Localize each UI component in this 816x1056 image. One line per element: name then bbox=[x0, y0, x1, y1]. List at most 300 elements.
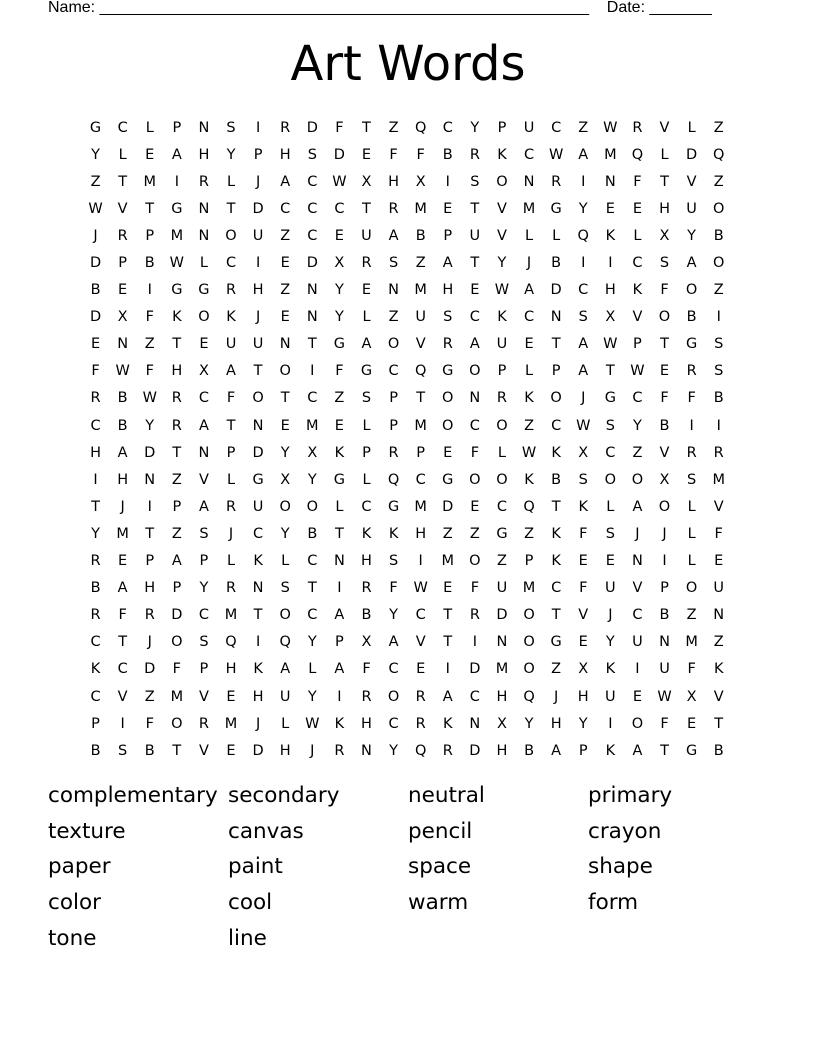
grid-row bbox=[82, 656, 733, 683]
grid-letter: U bbox=[605, 688, 616, 705]
grid-letter: R bbox=[334, 742, 345, 759]
grid-letter: P bbox=[172, 580, 182, 597]
grid-letter: T bbox=[172, 444, 182, 461]
grid-letter: A bbox=[361, 336, 372, 353]
grid-letter: S bbox=[307, 146, 317, 163]
grid-letter: L bbox=[362, 471, 371, 488]
grid-letter: S bbox=[388, 553, 399, 570]
grid-letter: J bbox=[255, 173, 261, 190]
grid-letter: M bbox=[522, 580, 536, 597]
grid-letter: M bbox=[306, 417, 319, 434]
grid-letter: M bbox=[224, 715, 238, 732]
grid-letter: T bbox=[660, 336, 669, 353]
grid-letter: F bbox=[118, 607, 127, 624]
grid-letter: U bbox=[496, 336, 508, 353]
grid-letter: V bbox=[117, 200, 128, 217]
grid-letter: D bbox=[306, 119, 318, 136]
grid-letter: I bbox=[635, 661, 640, 678]
grid-letter: T bbox=[307, 580, 317, 597]
grid-letter: D bbox=[469, 742, 481, 759]
grid-letter: B bbox=[90, 742, 101, 759]
grid-letter: U bbox=[632, 634, 643, 651]
grid-letter: I bbox=[337, 688, 342, 705]
grid-letter: F bbox=[389, 146, 398, 163]
grid-letter: C bbox=[280, 200, 291, 217]
grid-letter: E bbox=[659, 363, 670, 380]
grid-letter: X bbox=[686, 688, 697, 705]
grid-letter: H bbox=[577, 688, 589, 705]
grid-letter: S bbox=[605, 525, 615, 542]
grid-letter: Q bbox=[712, 146, 725, 163]
grid-letter: K bbox=[497, 146, 507, 163]
grid-letter: X bbox=[117, 309, 128, 326]
grid-row bbox=[82, 304, 733, 331]
grid-letter: N bbox=[659, 634, 670, 651]
grid-letter: I bbox=[337, 580, 342, 597]
grid-letter: O bbox=[685, 580, 698, 597]
grid-row bbox=[82, 520, 733, 547]
grid-letter: L bbox=[362, 309, 371, 326]
grid-row bbox=[82, 683, 733, 710]
grid-letter: Y bbox=[280, 444, 290, 461]
grid-letter: G bbox=[171, 200, 183, 217]
grid-letter: C bbox=[415, 607, 426, 624]
grid-row bbox=[82, 114, 733, 141]
grid-letter: K bbox=[226, 309, 236, 326]
grid-letter: P bbox=[443, 227, 453, 244]
grid-letter: B bbox=[713, 390, 724, 407]
grid-letter: L bbox=[362, 417, 371, 434]
grid-letter: T bbox=[172, 336, 182, 353]
grid-letter: Y bbox=[605, 634, 615, 651]
grid-letter: I bbox=[716, 417, 721, 434]
grid-letter: R bbox=[415, 715, 426, 732]
grid-letter: N bbox=[198, 200, 210, 217]
grid-letter: W bbox=[142, 390, 157, 407]
grid-letter: N bbox=[388, 282, 399, 299]
grid-letter: T bbox=[551, 336, 561, 353]
grid-letter: K bbox=[551, 553, 561, 570]
grid-letter: D bbox=[144, 444, 156, 461]
grid-letter: R bbox=[442, 336, 453, 353]
grid-row bbox=[82, 385, 733, 412]
grid-letter: R bbox=[469, 607, 480, 624]
grid-letter: K bbox=[578, 498, 588, 515]
grid-letter: C bbox=[90, 688, 101, 705]
grid-letter: F bbox=[687, 390, 696, 407]
grid-letter: D bbox=[171, 607, 183, 624]
grid-letter: P bbox=[145, 553, 155, 570]
grid-letter: O bbox=[469, 471, 481, 488]
grid-letter: W bbox=[413, 580, 428, 597]
grid-letter: Z bbox=[388, 309, 399, 326]
grid-letter: Q bbox=[279, 634, 291, 651]
grid-letter: B bbox=[551, 471, 562, 488]
grid-letter: F bbox=[362, 661, 371, 678]
grid-letter: U bbox=[252, 336, 264, 353]
grid-letter: P bbox=[145, 227, 155, 244]
grid-letter: Y bbox=[470, 119, 480, 136]
grid-letter: X bbox=[334, 255, 345, 272]
grid-letter: K bbox=[524, 390, 534, 407]
grid-letter: C bbox=[551, 580, 562, 597]
grid-letter: O bbox=[604, 471, 617, 488]
grid-letter: C bbox=[307, 173, 318, 190]
grid-letter: F bbox=[660, 282, 669, 299]
grid-row bbox=[82, 168, 733, 195]
grid-letter: H bbox=[279, 742, 291, 759]
grid-letter: R bbox=[90, 607, 101, 624]
grid-letter: H bbox=[90, 444, 101, 461]
grid-letter: I bbox=[310, 363, 315, 380]
grid-letter: T bbox=[226, 200, 236, 217]
grid-letter: B bbox=[659, 607, 670, 624]
grid-letter: V bbox=[632, 580, 643, 597]
grid-letter: C bbox=[225, 255, 237, 272]
grid-letter: Y bbox=[578, 715, 588, 732]
grid-letter: X bbox=[361, 173, 372, 190]
grid-letter: L bbox=[497, 444, 506, 461]
grid-letter: I bbox=[147, 282, 152, 299]
grid-row bbox=[82, 277, 733, 304]
grid-letter: T bbox=[443, 634, 453, 651]
grid-letter: F bbox=[226, 390, 236, 407]
grid-letter: P bbox=[389, 417, 398, 434]
word-bank-item: secondary bbox=[228, 783, 340, 808]
grid-letter: E bbox=[334, 227, 344, 244]
grid-letter: H bbox=[361, 553, 372, 570]
grid-letter: N bbox=[550, 309, 562, 326]
grid-letter: S bbox=[578, 471, 588, 488]
grid-letter: R bbox=[90, 390, 101, 407]
grid-letter: Y bbox=[497, 255, 507, 272]
grid-letter: S bbox=[388, 255, 399, 272]
grid-letter: M bbox=[116, 525, 129, 542]
grid-letter: Q bbox=[523, 498, 535, 515]
grid-letter: F bbox=[145, 363, 154, 380]
grid-letter: B bbox=[144, 255, 155, 272]
grid-letter: Z bbox=[442, 525, 453, 542]
grid-letter: I bbox=[581, 173, 586, 190]
grid-letter: R bbox=[632, 119, 643, 136]
grid-letter: W bbox=[115, 363, 130, 380]
grid-letter: K bbox=[605, 227, 616, 244]
grid-letter: G bbox=[550, 634, 562, 651]
grid-letter: U bbox=[252, 498, 264, 515]
grid-letter: A bbox=[117, 580, 128, 597]
grid-letter: E bbox=[226, 742, 236, 759]
grid-row bbox=[82, 439, 733, 466]
grid-letter: K bbox=[334, 715, 345, 732]
grid-letter: N bbox=[523, 173, 535, 190]
grid-letter: R bbox=[171, 417, 182, 434]
grid-letter: K bbox=[253, 553, 263, 570]
word-bank-item: crayon bbox=[588, 818, 662, 844]
grid-letter: W bbox=[603, 336, 618, 353]
grid-letter: Z bbox=[144, 336, 155, 353]
grid-letter: E bbox=[361, 282, 372, 299]
grid-letter: N bbox=[198, 444, 210, 461]
grid-letter: E bbox=[118, 553, 128, 570]
grid-letter: A bbox=[551, 742, 562, 759]
grid-letter: C bbox=[388, 661, 399, 678]
grid-letter: B bbox=[524, 742, 535, 759]
grid-letter: Y bbox=[524, 715, 534, 732]
grid-letter: T bbox=[307, 336, 317, 353]
grid-letter: I bbox=[255, 119, 261, 136]
grid-letter: Z bbox=[334, 390, 345, 407]
grid-letter: T bbox=[470, 200, 480, 217]
grid-letter: C bbox=[307, 553, 318, 570]
grid-row bbox=[82, 195, 733, 222]
grid-letter: D bbox=[89, 309, 102, 326]
grid-letter: V bbox=[415, 634, 426, 651]
grid-letter: C bbox=[307, 390, 318, 407]
grid-letter: D bbox=[252, 200, 264, 217]
grid-row bbox=[82, 710, 733, 737]
grid-letter: L bbox=[606, 498, 615, 515]
grid-letter: S bbox=[578, 309, 588, 326]
grid-letter: U bbox=[252, 227, 264, 244]
grid-letter: S bbox=[714, 363, 724, 380]
grid-letter: B bbox=[686, 309, 697, 326]
grid-letter: I bbox=[255, 255, 261, 272]
word-bank-item: pencil bbox=[408, 818, 473, 844]
grid-letter: H bbox=[225, 661, 237, 678]
grid-letter: A bbox=[280, 661, 291, 678]
grid-letter: P bbox=[226, 444, 236, 461]
grid-letter: L bbox=[552, 227, 561, 244]
grid-letter: E bbox=[443, 580, 453, 597]
grid-letter: N bbox=[198, 119, 210, 136]
grid-letter: C bbox=[496, 498, 508, 515]
grid-letter: P bbox=[91, 715, 100, 732]
grid-letter: W bbox=[169, 255, 184, 272]
grid-letter: K bbox=[90, 661, 101, 678]
grid-letter: B bbox=[90, 282, 101, 299]
grid-letter: C bbox=[632, 607, 643, 624]
grid-letter: S bbox=[605, 417, 615, 434]
grid-letter: M bbox=[604, 146, 617, 163]
grid-letter: Y bbox=[199, 580, 209, 597]
grid-letter: C bbox=[551, 417, 562, 434]
grid-letter: L bbox=[525, 227, 534, 244]
word-bank-item: complementary bbox=[48, 783, 218, 808]
grid-letter: N bbox=[252, 580, 264, 597]
grid-letter: Y bbox=[334, 309, 344, 326]
grid-letter: I bbox=[93, 471, 98, 488]
grid-letter: G bbox=[685, 742, 698, 759]
grid-letter: L bbox=[687, 498, 696, 515]
grid-letter: J bbox=[635, 525, 640, 542]
grid-letter: K bbox=[713, 661, 724, 678]
grid-letter: R bbox=[713, 444, 724, 461]
grid-letter: B bbox=[659, 417, 670, 434]
grid-letter: V bbox=[632, 309, 643, 326]
word-bank-item: shape bbox=[588, 854, 653, 880]
grid-letter: V bbox=[659, 444, 670, 461]
grid-letter: K bbox=[524, 471, 534, 488]
grid-letter: O bbox=[279, 607, 291, 624]
grid-letter: Q bbox=[414, 119, 427, 136]
grid-letter: Z bbox=[713, 282, 724, 299]
grid-letter: D bbox=[144, 661, 156, 678]
grid-letter: V bbox=[198, 742, 209, 759]
grid-letter: M bbox=[414, 282, 427, 299]
grid-letter: N bbox=[604, 173, 616, 190]
grid-letter: C bbox=[90, 634, 101, 651]
grid-letter: J bbox=[255, 309, 261, 326]
grid-letter: M bbox=[414, 498, 427, 515]
grid-letter: R bbox=[469, 146, 480, 163]
grid-letter: E bbox=[470, 498, 480, 515]
grid-letter: E bbox=[470, 282, 480, 299]
grid-letter: Y bbox=[91, 146, 100, 163]
grid-letter: Z bbox=[171, 525, 182, 542]
grid-letter: U bbox=[659, 661, 670, 678]
grid-letter: O bbox=[442, 417, 454, 434]
grid-letter: B bbox=[713, 742, 724, 759]
grid-letter: C bbox=[469, 417, 480, 434]
grid-letter: T bbox=[714, 715, 724, 732]
grid-letter: R bbox=[415, 688, 426, 705]
grid-letter: R bbox=[198, 715, 209, 732]
grid-letter: R bbox=[388, 444, 399, 461]
grid-letter: K bbox=[361, 525, 372, 542]
grid-letter: Q bbox=[523, 688, 535, 705]
grid-row bbox=[82, 358, 733, 385]
grid-letter: L bbox=[226, 173, 236, 190]
grid-letter: S bbox=[226, 119, 236, 136]
grid-letter: W bbox=[548, 146, 564, 163]
grid-letter: A bbox=[198, 417, 209, 434]
grid-letter: H bbox=[415, 525, 427, 542]
grid-letter: U bbox=[523, 119, 535, 136]
grid-letter: E bbox=[226, 688, 236, 705]
word-bank-item: neutral bbox=[408, 783, 485, 808]
grid-letter: R bbox=[361, 688, 372, 705]
grid-letter: E bbox=[280, 255, 290, 272]
grid-letter: X bbox=[361, 634, 372, 651]
word-bank-item: warm bbox=[408, 890, 469, 916]
grid-letter: C bbox=[578, 282, 589, 299]
grid-letter: C bbox=[442, 119, 453, 136]
grid-letter: Y bbox=[334, 282, 344, 299]
grid-letter: M bbox=[441, 553, 455, 570]
grid-letter: H bbox=[361, 715, 372, 732]
grid-letter: N bbox=[333, 553, 345, 570]
grid-letter: T bbox=[660, 742, 669, 759]
grid-letter: O bbox=[685, 282, 698, 299]
grid-letter: Z bbox=[578, 119, 589, 136]
grid-letter: H bbox=[198, 146, 210, 163]
grid-letter: T bbox=[118, 634, 128, 651]
grid-letter: J bbox=[554, 688, 559, 705]
grid-letter: P bbox=[389, 390, 398, 407]
grid-letter: O bbox=[496, 471, 508, 488]
grid-letter: K bbox=[551, 525, 561, 542]
grid-letter: D bbox=[333, 146, 345, 163]
grid-letter: I bbox=[445, 173, 450, 190]
grid-letter: X bbox=[198, 363, 209, 380]
grid-letter: S bbox=[118, 742, 128, 759]
grid-letter: N bbox=[631, 553, 643, 570]
grid-letter: R bbox=[117, 227, 128, 244]
grid-letter: U bbox=[279, 688, 291, 705]
grid-letter: O bbox=[523, 661, 535, 678]
grid-letter: T bbox=[416, 390, 426, 407]
grid-letter: P bbox=[335, 634, 344, 651]
grid-letter: E bbox=[334, 417, 344, 434]
grid-letter: U bbox=[225, 336, 237, 353]
grid-letter: P bbox=[199, 553, 209, 570]
grid-letter: Q bbox=[414, 363, 427, 380]
grid-letter: N bbox=[279, 336, 291, 353]
grid-letter: Q bbox=[387, 471, 400, 488]
grid-letter: S bbox=[361, 390, 372, 407]
grid-letter: A bbox=[442, 255, 453, 272]
grid-letter: P bbox=[497, 119, 507, 136]
grid-letter: Z bbox=[524, 525, 535, 542]
grid-letter: S bbox=[280, 580, 290, 597]
grid-letter: R bbox=[144, 607, 155, 624]
grid-letter: J bbox=[608, 607, 613, 624]
grid-letter: G bbox=[89, 119, 102, 136]
grid-letter: H bbox=[171, 363, 183, 380]
grid-letter: G bbox=[333, 336, 346, 353]
grid-letter: Y bbox=[280, 525, 290, 542]
grid-letter: P bbox=[118, 255, 128, 272]
grid-letter: O bbox=[387, 336, 400, 353]
grid-letter: F bbox=[579, 525, 588, 542]
grid-letter: O bbox=[631, 471, 644, 488]
grid-letter: O bbox=[306, 498, 318, 515]
grid-letter: W bbox=[494, 282, 510, 299]
grid-letter: G bbox=[252, 471, 264, 488]
grid-letter: M bbox=[170, 688, 184, 705]
grid-letter: N bbox=[117, 336, 129, 353]
grid-letter: U bbox=[605, 580, 616, 597]
grid-letter: U bbox=[496, 580, 508, 597]
grid-letter: G bbox=[685, 336, 698, 353]
grid-letter: O bbox=[387, 688, 400, 705]
grid-letter: F bbox=[633, 173, 642, 190]
grid-letter: P bbox=[551, 363, 561, 380]
grid-letter: R bbox=[198, 173, 209, 190]
grid-letter: T bbox=[551, 607, 561, 624]
grid-letter: T bbox=[362, 119, 371, 136]
grid-letter: H bbox=[604, 282, 616, 299]
grid-letter: M bbox=[224, 607, 238, 624]
grid-letter: D bbox=[89, 255, 102, 272]
grid-letter: R bbox=[225, 580, 237, 597]
grid-letter: A bbox=[686, 255, 697, 272]
grid-letter: E bbox=[605, 200, 615, 217]
grid-letter: V bbox=[415, 336, 426, 353]
grid-letter: U bbox=[415, 309, 426, 326]
grid-row bbox=[82, 493, 733, 520]
grid-letter: N bbox=[306, 309, 318, 326]
grid-letter: X bbox=[307, 444, 318, 461]
grid-letter: P bbox=[362, 444, 371, 461]
grid-row bbox=[82, 602, 733, 629]
grid-letter: F bbox=[687, 661, 696, 678]
grid-letter: Q bbox=[631, 146, 644, 163]
grid-letter: T bbox=[660, 173, 669, 190]
grid-letter: O bbox=[550, 390, 562, 407]
word-bank-item: form bbox=[588, 890, 639, 916]
grid-letter: J bbox=[147, 634, 152, 651]
